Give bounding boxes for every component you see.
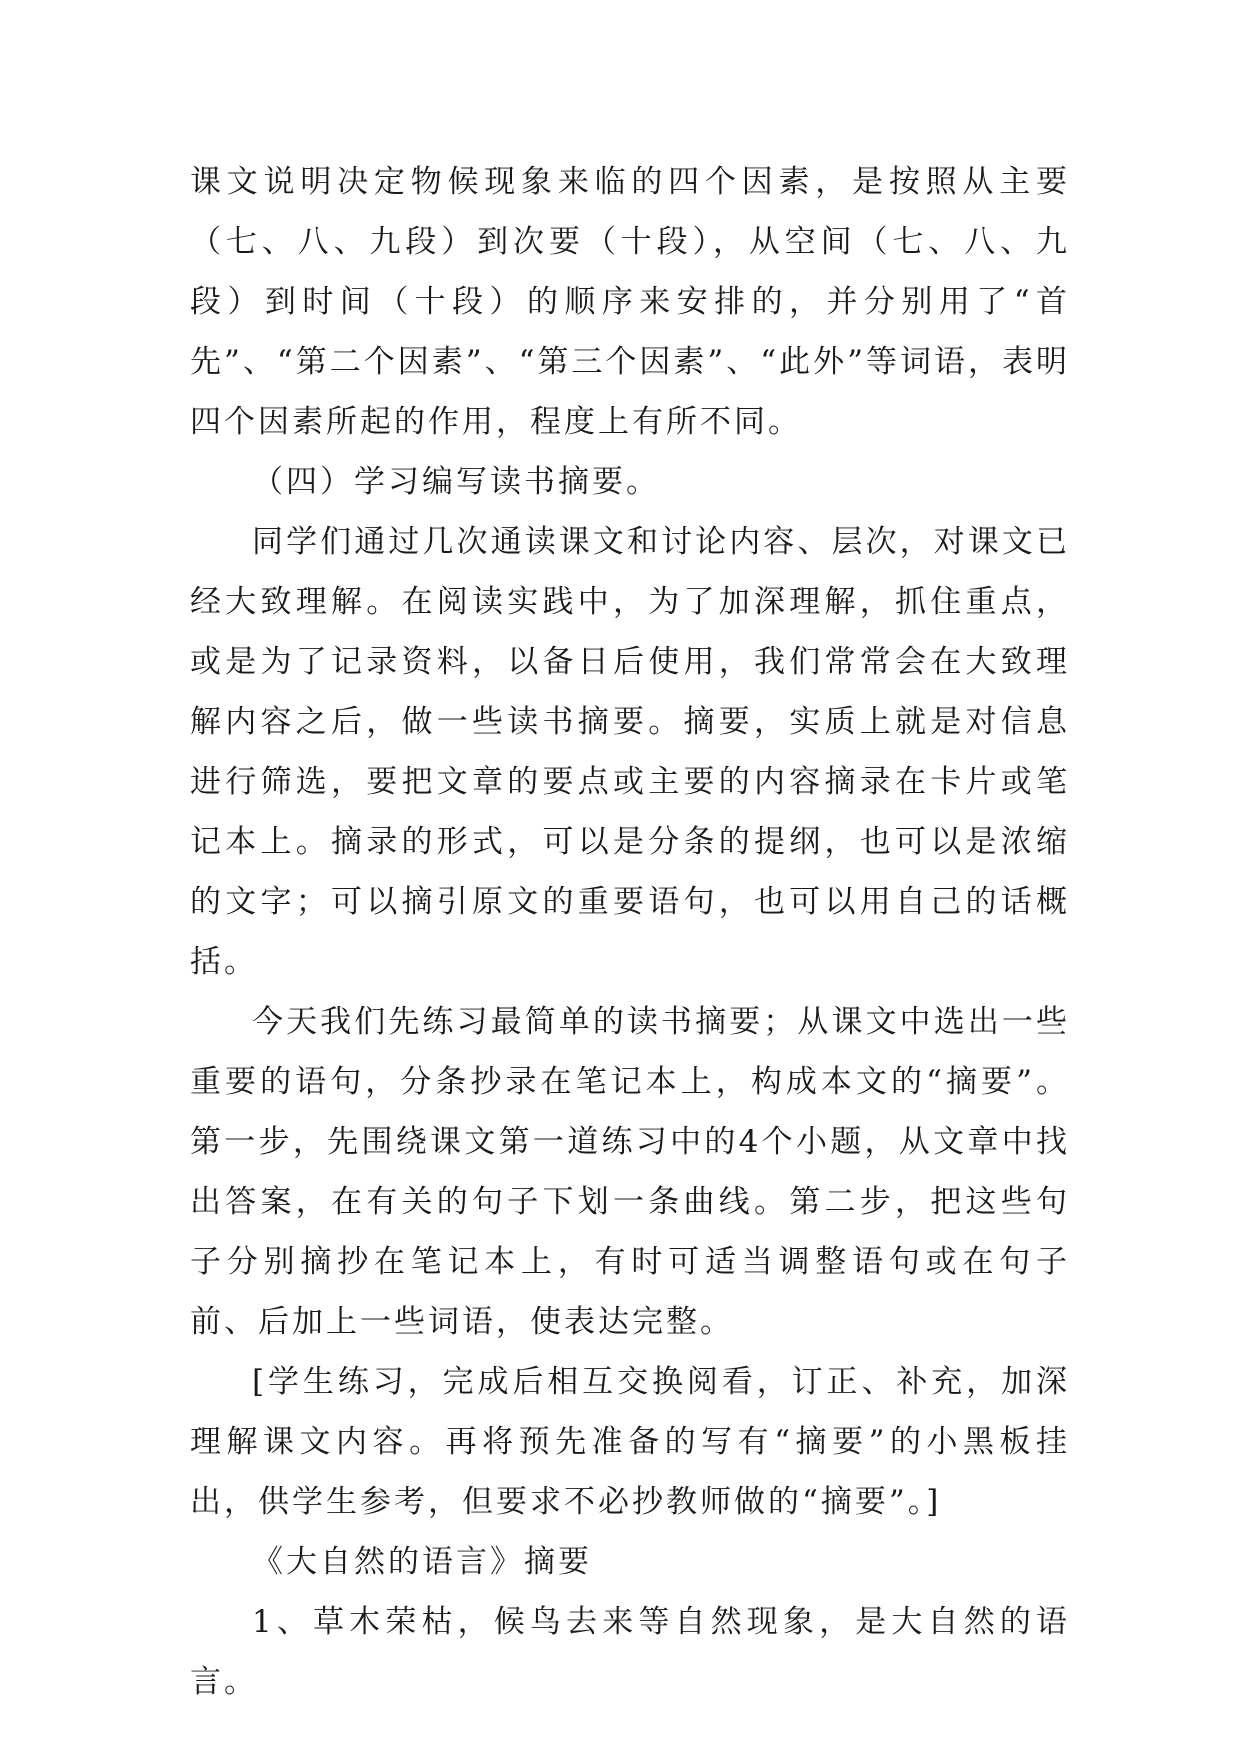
summary-item-1: 1、草木荣枯，候鸟去来等自然现象，是大自然的语言。 xyxy=(190,1604,1070,1700)
section-heading-reading-summary: （四）学习编写读书摘要。 xyxy=(252,464,660,500)
document-body xyxy=(190,152,1070,1712)
summary-title: 《大自然的语言》摘要 xyxy=(252,1544,592,1580)
paragraph-summary-practice: 今天我们先练习最简单的读书摘要；从课文中选出一些重要的语句，分条抄录在笔记本上，构成本文的“摘要”。第一步，先围绕课文第一道练习中的4个小题，从文章中找出答案，在有关的句子下划一条曲线。第二步，把这些句子分别摘抄在笔记本上，有时可适当调整语句或在句子前、后加上一些词语，使表达完整。 xyxy=(190,1004,1070,1340)
paragraph-factors-order: 课文说明决定物候现象来临的四个因素，是按照从主要（七、八、九段）到次要（十段），从空间（七、八、九段）到时间（十段）的顺序来安排的，并分别用了“首先”、“第二个因素”、“第三个因素”、“此外”等词语，表明四个因素所起的作用，程度上有所不同。 xyxy=(190,164,1070,440)
paragraph-student-exercise-note: [学生练习，完成后相互交换阅看，订正、补充，加深理解课文内容。再将预先准备的写有“摘要”的小黑板挂出，供学生参考，但要求不必抄教师做的“摘要”。] xyxy=(190,1364,1070,1520)
paragraph-summary-explanation: 同学们通过几次通读课文和讨论内容、层次，对课文已经大致理解。在阅读实践中，为了加深理解，抓住重点，或是为了记录资料，以备日后使用，我们常常会在大致理解内容之后，做一些读书摘要。摘要，实质上就是对信息进行筛选，要把文章的要点或主要的内容摘录在卡片或笔记本上。摘录的形式，可以是分条的提纲，也可以是浓缩的文字；可以摘引原文的重要语句，也可以用自己的话概括。 xyxy=(190,524,1070,980)
